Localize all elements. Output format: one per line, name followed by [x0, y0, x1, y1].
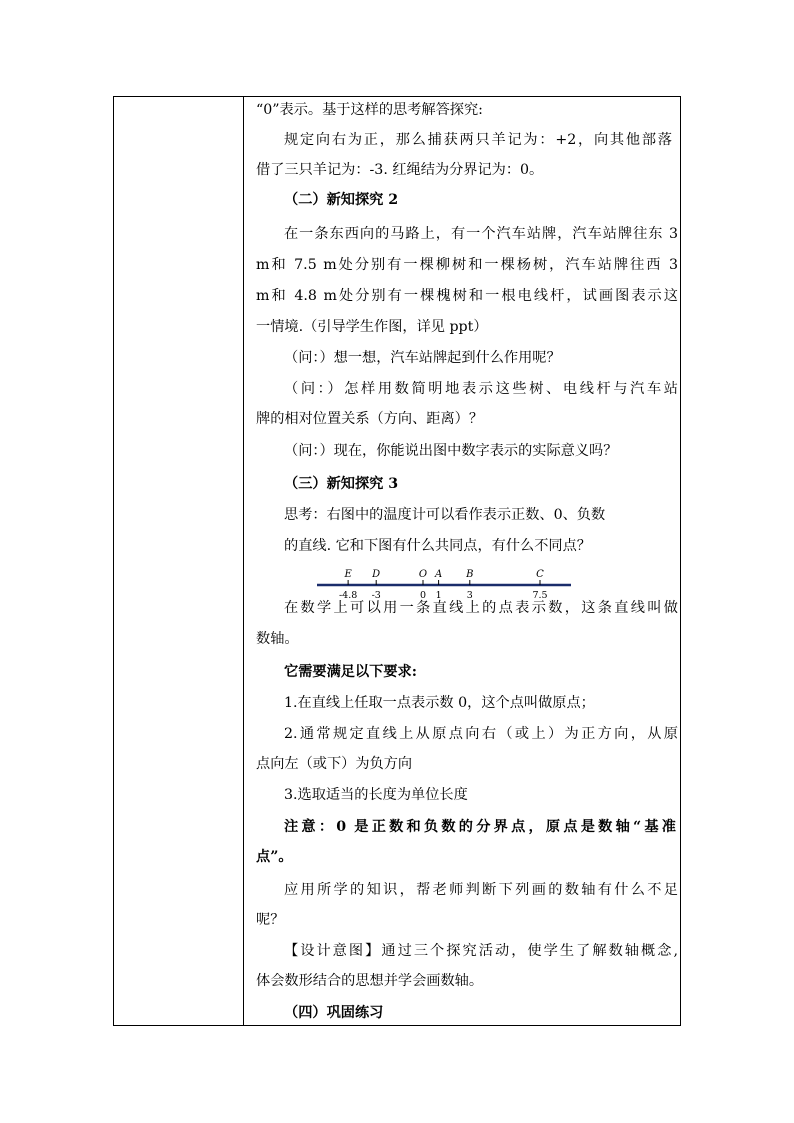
number-line-value-label: 0 [419, 590, 427, 601]
number-line-value-label: -3 [371, 590, 381, 601]
requirements-heading: 它需要满足以下要求: [284, 664, 417, 680]
design-intent-line-1: 【设计意图】通过三个探究活动，使学生了解数轴概念, [284, 943, 678, 959]
number-line-point-label: A [434, 569, 443, 580]
note-line-1: 注意：0 是正数和负数的分界点，原点是数轴“基准 [284, 819, 676, 835]
number-line-value-label: 7.5 [532, 590, 548, 601]
think-line-1: 思考：右图中的温度计可以看作表示正数、0、负数 [284, 507, 606, 523]
text-line-26: 呢？ [256, 912, 285, 928]
text-line-6: m和 7.5 m处分别有一棵柳树和一棵杨树，汽车站牌往西 3 [256, 257, 678, 273]
section-heading-2: （二）新知探究 2 [284, 192, 399, 208]
text-line-3: 借了三只羊记为：-3. 红绳结为分界记为：0。 [256, 162, 544, 178]
text-line-5: 在一条东西向的马路上，有一个汽车站牌，汽车站牌往东 3 [284, 226, 678, 242]
question-line-3: （问：）现在，你能说出图中数字表示的实际意义吗？ [284, 443, 618, 459]
number-line-point-label: B [466, 569, 474, 580]
text-line-2: 规定向右为正，那么捕获两只羊记为：+2，向其他部落 [284, 132, 672, 148]
question-line-1: （问：）想一想，汽车站牌起到什么作用呢？ [284, 350, 561, 366]
number-line-value-label: 1 [435, 590, 442, 601]
text-line-7: m和 4.8 m处分别有一棵槐树和一根电线杆，试画图表示这 [256, 288, 678, 304]
number-line-value-label: -4.8 [338, 590, 358, 601]
design-intent-line-2: 体会数形结合的思想并学会画数轴。 [256, 973, 484, 989]
number-line-point-label: D [372, 569, 381, 580]
text-line-8: 一情境.（引导学生作图，详见 ppt） [256, 319, 488, 335]
requirement-2: 2.通常规定直线上从原点向右（或上）为正方向，从原 [284, 726, 678, 742]
text-line-16: 在数学上可以用一条直线上的点表示数，这条直线叫做 [284, 600, 678, 616]
number-line-point-label: C [536, 569, 544, 580]
number-line-point-label: E [344, 569, 352, 580]
number-line-point-label: O [418, 569, 428, 580]
text-line-1: “0”表示。基于这样的思考解答探究: [256, 102, 483, 118]
text-line-25: 应用所学的知识，帮老师判断下列画的数轴有什么不足 [284, 882, 678, 898]
section-heading-3: （三）新知探究 3 [284, 476, 399, 492]
requirement-1: 1.在直线上任取一点表示数 0，这个点叫做原点； [284, 695, 595, 711]
think-line-2: 的直线. 它和下图有什么共同点，有什么不同点？ [284, 538, 591, 554]
question-line-2: （问：）怎样用数简明地表示这些树、电线杆与汽车站 [284, 381, 678, 397]
number-line-value-label: 3 [466, 590, 473, 601]
text-line-17: 数轴。 [256, 631, 299, 647]
question-line-2-cont: 牌的相对位置关系（方向、距离）？ [256, 411, 484, 427]
requirement-2-cont: 点向左（或下）为负方向 [256, 756, 413, 772]
note-line-2: 点”。 [256, 849, 293, 865]
requirement-3: 3.选取适当的长度为单位长度 [284, 787, 468, 803]
section-heading-4: （四）巩固练习 [284, 1005, 384, 1021]
number-line-figure [314, 566, 574, 602]
